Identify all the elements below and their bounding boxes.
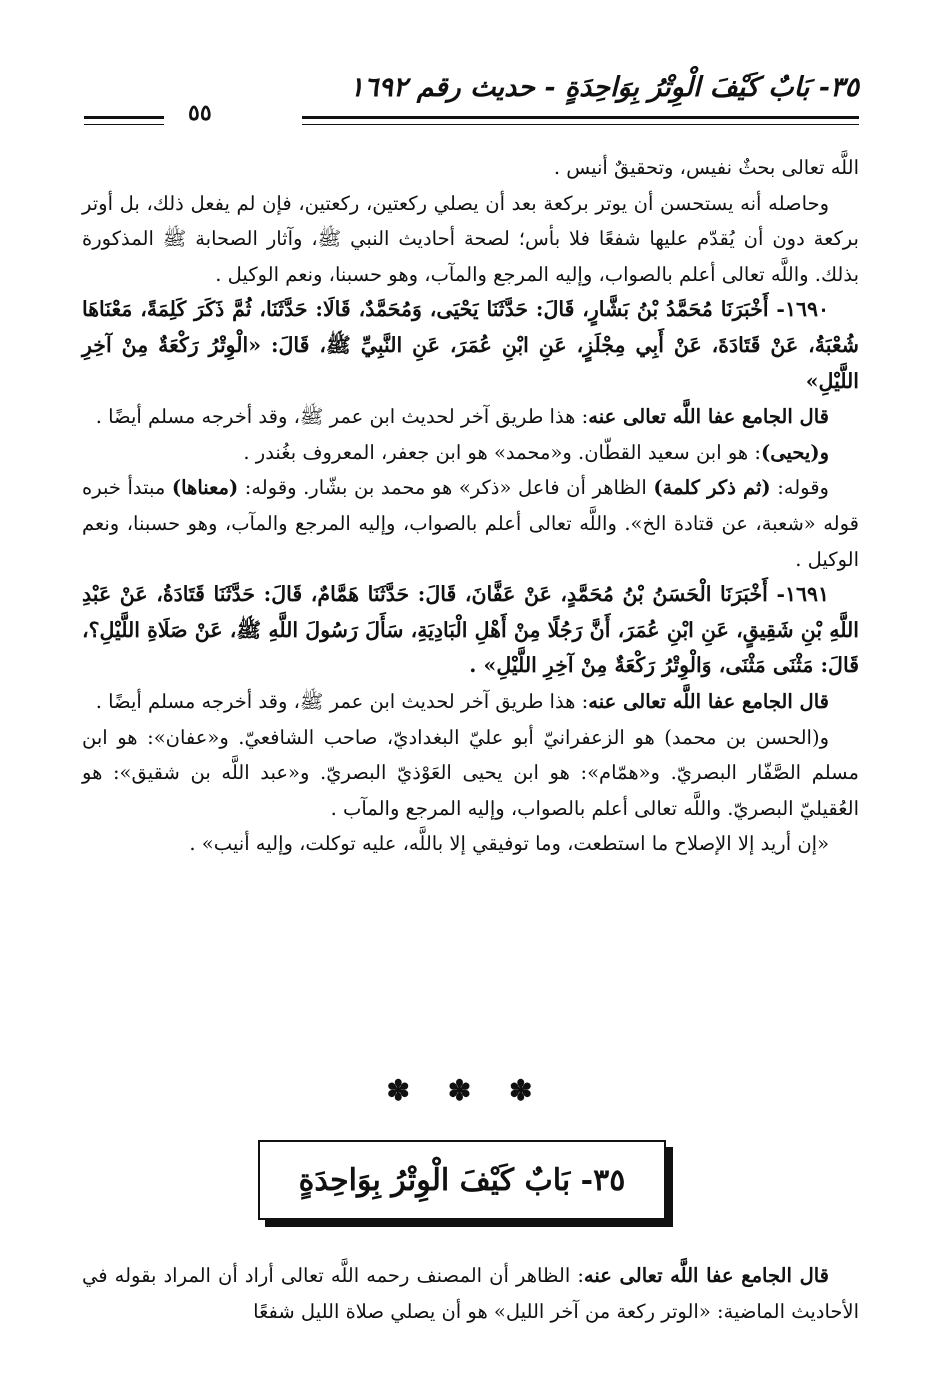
commentary-paragraph [82, 399, 859, 435]
commentary-paragraph [82, 684, 859, 720]
quoted-phrase: (ثم ذكر كلمة) [653, 476, 771, 500]
section-separator: ✽ ✽ ✽ [386, 1074, 547, 1107]
page-number: ٥٥ [188, 100, 212, 126]
running-title: ٣٥- بَابٌ كَيْفَ الْوِتْرُ بِوَاحِدَةٍ - حديث رقم ١٦٩٢ [349, 72, 859, 103]
closing-quote: «إن أريد إلا الإصلاح ما استطعت، وما توفيقي إلا باللَّه، عليه توكلت، وإليه أنيب» . [189, 832, 829, 856]
header-rule-right [302, 116, 859, 125]
chapter-title: ٣٥- بَابٌ كَيْفَ الْوِتْرُ بِوَاحِدَةٍ [298, 1162, 626, 1198]
explanation-text: الظاهر أن فاعل «ذكر» هو محمد بن بشّار. وقوله: [238, 476, 654, 500]
narrator-text: : هو ابن سعيد القطّان. و«محمد» هو ابن جعفر، المعروف بغُندر . [243, 440, 761, 464]
chapter-intro [82, 1258, 859, 1329]
narrator-name: و(يحيى) [760, 440, 829, 464]
header-rule-left [84, 116, 164, 125]
paragraph: وحاصله أنه يستحسن أن يوتر بركعة بعد أن يصلي ركعتين، ركعتين، فإن لم يفعل ذلك، بل أوتر بركعة دون أن يُقدّم عليها شفعًا فلا بأس؛ لصحة أحاديث النبي ﷺ، وآثار الصحابة ﷺ المذكورة بذلك. واللَّه تعالى أعلم بالصواب، وإليه المرجع والمآب، وهو حسبنا، ونعم الوكيل . [82, 191, 859, 286]
paragraph: اللَّه تعالى بحثٌ نفيس، وتحقيقٌ أنيس . [553, 156, 859, 179]
explanation-paragraph [82, 470, 859, 577]
page-header [84, 72, 859, 132]
commentary-text: : هذا طريق آخر لحديث ابن عمر ﷺ، وقد أخرجه مسلم أيضًا . [95, 405, 589, 429]
quoted-phrase: (معناها) [171, 476, 239, 500]
explanation-text: مبتدأ خبره قوله «شعبة، عن قتادة الخ». واللَّه تعالى أعلم بالصواب، وإليه المرجع والمآب، وهو حسبنا، ونعم الوكيل . [82, 476, 859, 571]
main-text [82, 150, 859, 862]
commentary-lead: قال الجامع عفا اللَّه تعالى عنه [583, 1264, 829, 1287]
commentary-text: : الظاهر أن المصنف رحمه اللَّه تعالى أراد أن المراد بقوله في الأحاديث الماضية: «الوتر ركعة من آخر الليل» هو أن يصلي صلاة الليل شفعًا [82, 1264, 859, 1323]
commentary-text: : هذا طريق آخر لحديث ابن عمر ﷺ، وقد أخرجه مسلم أيضًا . [95, 689, 589, 713]
commentary-lead: قال الجامع عفا اللَّه تعالى عنه [588, 689, 829, 713]
hadith-1691: ١٦٩١- أَخْبَرَنَا الْحَسَنُ بْنُ مُحَمَّدٍ، عَنْ عَفَّانَ، قَالَ: حَدَّثَنَا هَمَّامٌ، قَالَ: حَدَّثَنَا قَتَادَةُ، عَنْ عَبْدِ اللَّهِ بْنِ شَقِيقٍ، عَنِ ابْنِ عُمَرَ، أَنَّ رَجُلًا مِنْ أَهْلِ الْبَادِيَةِ، سَأَلَ رَسُولَ اللَّهِ ﷺ، عَنْ صَلَاةِ اللَّيْلِ؟، قَالَ: مَثْنَى مَثْنَى، وَالْوِتْرُ رَكْعَةٌ مِنْ آخِرِ اللَّيْلِ» . [82, 582, 859, 678]
explanation-text: وقوله: [770, 476, 829, 500]
chapter-heading-box [258, 1140, 666, 1220]
narrator-note [82, 435, 859, 471]
narrator-note: و(الحسن بن محمد) هو الزعفرانيّ أبو عليّ البغداديّ، صاحب الشافعيّ. و«عفان»: هو ابن مسلم الصَّفّار البصريّ. و«همّام»: هو ابن يحيى العَوْذيّ البصريّ. و«عبد اللَّه بن شقيق»: هو العُقيليّ البصريّ. واللَّه تعالى أعلم بالصواب، وإليه المرجع والمآب . [82, 725, 859, 820]
commentary-lead: قال الجامع عفا اللَّه تعالى عنه [588, 405, 829, 429]
commentary-paragraph [82, 1258, 859, 1329]
hadith-1690: ١٦٩٠- أَخْبَرَنَا مُحَمَّدُ بْنُ بَشَّارٍ، قَالَ: حَدَّثَنَا يَحْيَى، وَمُحَمَّدٌ، قَالَا: حَدَّثَنَا، ثُمَّ ذَكَرَ كَلِمَةً، مَعْنَاهَا شُعْبَةُ، عَنْ قَتَادَةَ، عَنْ أَبِي مِجْلَزٍ، عَنِ ابْنِ عُمَرَ، عَنِ النَّبِيِّ ﷺ، قَالَ: «الْوِتْرُ رَكْعَةٌ مِنْ آخِرِ اللَّيْلِ» [82, 297, 859, 393]
